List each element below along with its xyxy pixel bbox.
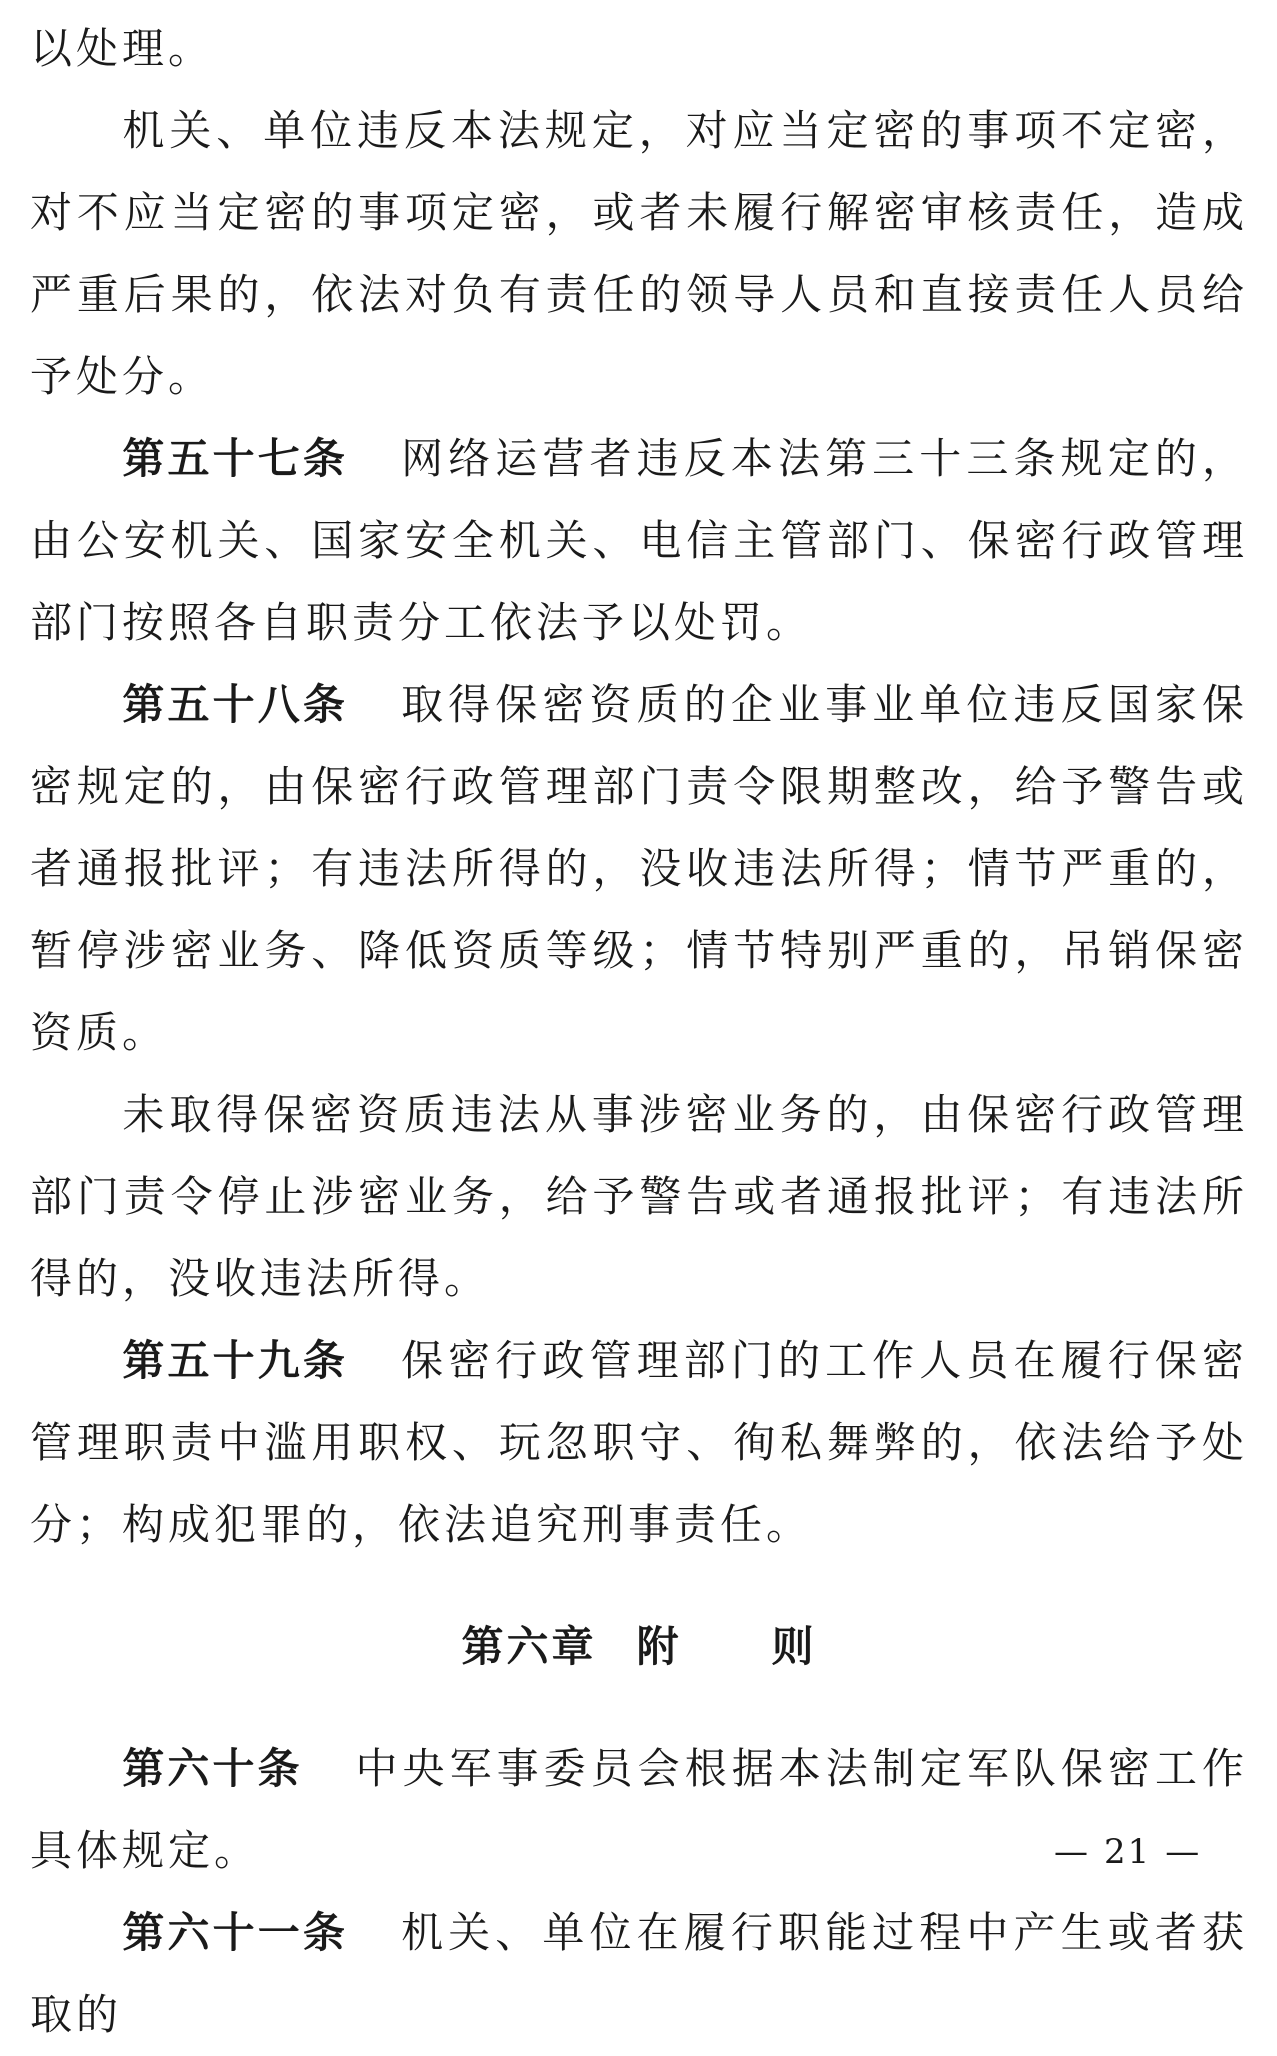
- chapter-title-part-1: 附: [636, 1622, 682, 1671]
- paragraph: [30, 90, 1248, 418]
- article-58-paragraph-2: [30, 1074, 1248, 1320]
- article-text: 中央军事委员会根据本法制定军队保密工作具体规定。: [30, 1744, 1248, 1875]
- article-text: 机关、单位在履行职能过程中产生或者获取的: [30, 1908, 1248, 2039]
- page-number-footer: [1040, 1832, 1215, 1872]
- article-title: 第六十条: [122, 1744, 303, 1793]
- paragraph-continuation: [30, 8, 1248, 90]
- article-title: 第五十八条: [122, 680, 348, 729]
- article-59: [30, 1320, 1248, 1566]
- chapter-title-part-2: 则: [771, 1622, 817, 1671]
- article-text: 保密行政管理部门的工作人员在履行保密管理职责中滥用职权、玩忽职守、徇私舞弊的，依法给予处分；构成犯罪的，依法追究刑事责任。: [30, 1336, 1248, 1549]
- article-title: 第五十七条: [122, 434, 348, 483]
- article-57: [30, 418, 1248, 664]
- dash-left: —: [1054, 1832, 1090, 1872]
- article-title: 第六十一条: [122, 1908, 348, 1957]
- article-text: 网络运营者违反本法第三十三条规定的，由公安机关、国家安全机关、电信主管部门、保密行政管理部门按照各自职责分工依法予以处罚。: [30, 434, 1248, 647]
- article-text: 取得保密资质的企业事业单位违反国家保密规定的，由保密行政管理部门责令限期整改，给予警告或者通报批评；有违法所得的，没收违法所得；情节严重的，暂停涉密业务、降低资质等级；情节特别严重的，吊销保密资质。: [30, 680, 1248, 1057]
- article-title: 第五十九条: [122, 1336, 348, 1385]
- document-page: [30, 8, 1248, 2056]
- article-58: [30, 664, 1248, 1074]
- chapter-number: 第六章: [461, 1622, 597, 1671]
- paragraph-text: 机关、单位违反本法规定，对应当定密的事项不定密，对不应当定密的事项定密，或者未履行解密审核责任，造成严重后果的，依法对负有责任的领导人员和直接责任人员给予处分。: [30, 106, 1248, 401]
- page-number: 21: [1104, 1832, 1152, 1872]
- article-61: [30, 1892, 1248, 2056]
- paragraph-text: 以处理。: [30, 24, 215, 73]
- paragraph-text: 未取得保密资质违法从事涉密业务的，由保密行政管理部门责令停止涉密业务，给予警告或者通报批评；有违法所得的，没收违法所得。: [30, 1090, 1248, 1303]
- dash-right: —: [1165, 1832, 1202, 1872]
- chapter-heading: [30, 1606, 1248, 1688]
